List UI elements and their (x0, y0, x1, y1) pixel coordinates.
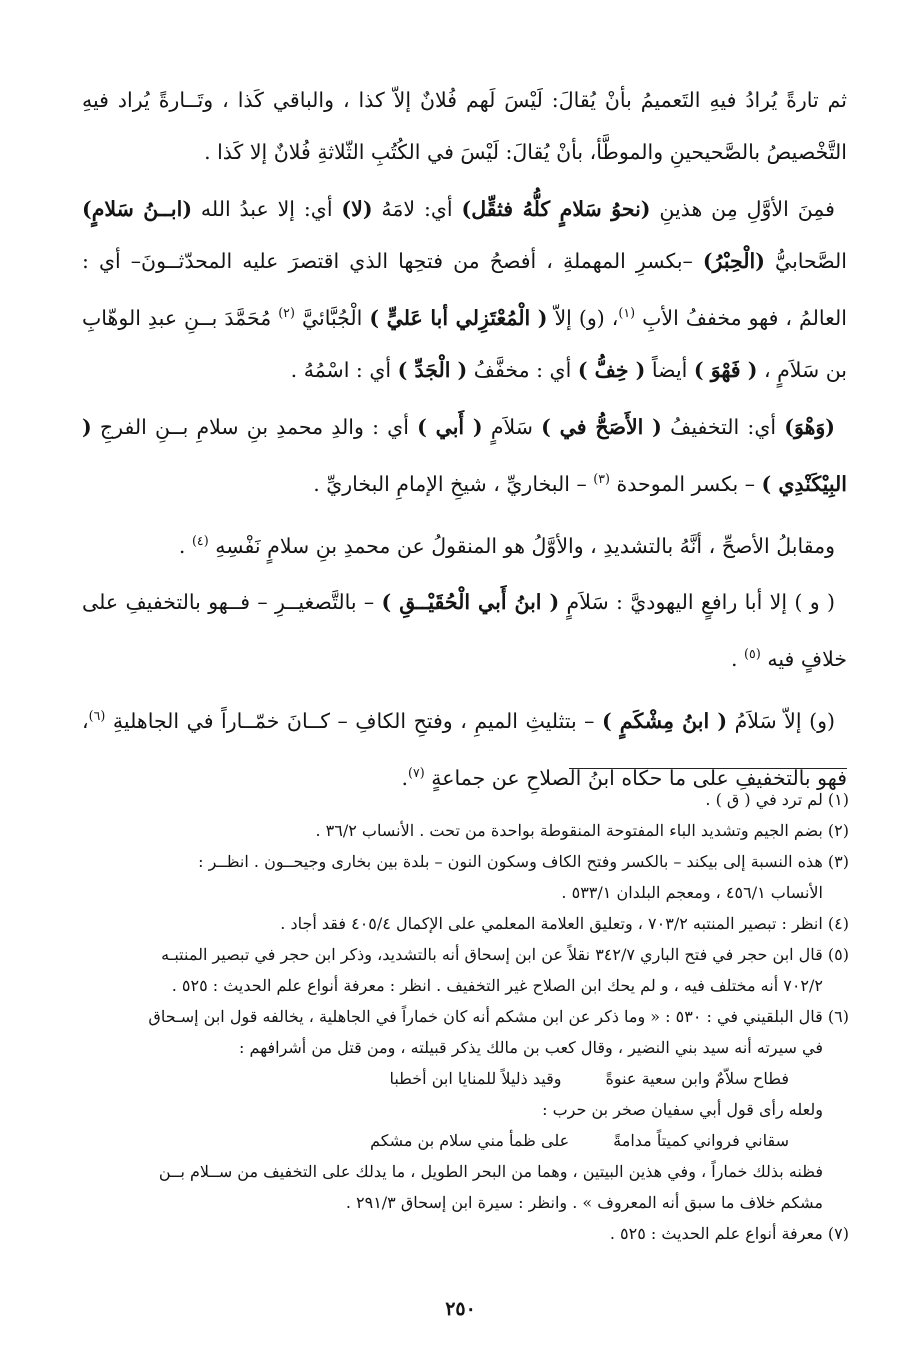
verse-term-8: ( الْجَدِّ ) (397, 357, 468, 382)
poem-verse-1 (70, 1063, 849, 1094)
verse-term-7: ( خِفُّ ) (577, 357, 646, 382)
footnote-7: (٧) معرفة أنواع علم الحديث : ٥٢٥ . (609, 1224, 849, 1243)
footnote-ref-2: (٢) (278, 305, 295, 320)
p2-text-i: –بكسرِ المهملةِ ، أفصحُ من فتحِها الذي اقتصرَ عليه المحدّثــونَ– أي : العالمُ ، فهو مخففُ الأبِ (82, 249, 847, 330)
verse-term-1: (نحوُ سَلامٍ كلُّهُ فثقِّل) (461, 197, 651, 221)
footnote-ref-3: (٣) (593, 470, 610, 486)
p2-text-e: أي: إلا عبدُ الله (200, 197, 333, 221)
verse-term-13: ( ابنُ أَبي الْحُقَيْــقِ ) (381, 590, 560, 615)
p6-text-a: (و) إلاّ سَلاَمُ (734, 709, 835, 734)
p6-text-d: ، فهو بالتخفيفِ على ما حكاه ابنُ الصلاحِ عن جماعةٍ (82, 709, 847, 790)
paragraph-2 (82, 183, 847, 396)
p4-end: . (178, 533, 186, 558)
main-text (82, 74, 847, 809)
footnote-5-continuation: ٧٠٢/٢ أنه مختلف فيه ، و لم يحك ابن الصلاح غير التخفيف . انظر : معرفة أنواع علم الحديث : ٥٢٥ . (171, 976, 823, 995)
footnote-6-line-4: فظنه بذلك خماراً ، وفي هذين البيتين ، وهما من البحر الطويل ، ما يدلك على التخفيف من ســلام بــن (158, 1162, 823, 1181)
verse-term-5: ( الْمُعْتَزِلي أبا عَليٍّ ) (369, 305, 548, 330)
p5-end: . (730, 647, 738, 672)
verse-2-first-hemistich: سقاني فرواني كميتاً مدامةً (613, 1131, 789, 1150)
verse-term-9: (وَهْوَ) (784, 414, 835, 439)
p2-text-j: ، (و) إلاّ (554, 305, 619, 330)
footnote-6-line-2: في سيرته أنه سيد بني النضير ، وقال كعب بن مالك يذكر قبيلته ، ومن قتل من أشرافهم : (238, 1038, 823, 1057)
p2-text-l: الْجُبَّائيَّ (301, 305, 363, 330)
footnote-6-line-3: ولعله رأى قول أبي سفيان صخر بن حرب : (542, 1100, 823, 1119)
p6-end: . (401, 765, 408, 790)
verse-term-4: (الْحِبْرُ) (702, 249, 765, 273)
verse-2-second-hemistich: على ظمأ مني سلام بن مشكم (370, 1131, 570, 1150)
verse-term-3: (ابــنُ سَلامٍ) (82, 197, 193, 221)
verse-term-11: ( أَبي ) (417, 414, 483, 439)
paragraph-1-text: ثم تارةً يُرادُ فيهِ التَعميمُ بأنْ يُقالَ: لَيْسَ لَهم فُلانٌ إلاّ كذا ، والباقي كَذا ، وتَــارةً يُراد فيهِ التَّخْصيصُ بالصَّحيحينِ والموطَّأ، بأنْ يُقالَ: لَيْسَ في الكُتُبِ الثّلاثةِ فُلانٌ إلا كَذا . (82, 88, 847, 164)
paragraph-4 (82, 515, 847, 572)
p5-text-a: ( و ) إلا أبا رافعٍ اليهوديَّ : سَلاَمٍ (566, 590, 835, 615)
footnotes (70, 784, 849, 1249)
verse-term-12: ( البِيْكَنْدِي ) (82, 414, 847, 496)
p6-text-c: – بتثليثِ الميمِ ، وفتحِ الكافِ – كــانَ خمّــاراً في الجاهليةِ (112, 709, 595, 734)
paragraph-1 (82, 74, 847, 178)
footnote-divider (569, 768, 847, 769)
footnote-1: (١) لم ترد في ( ق ) . (705, 790, 849, 809)
footnote-ref-1: (١) (618, 305, 636, 320)
paragraph-5 (82, 576, 847, 685)
p3-text-d: سَلاَمٍ (490, 414, 533, 439)
footnote-3: (٣) هذه النسبة إلى بيكند – بالكسر وفتح الكاف وسكون النون – بلدة بين بخارى وجيحــون . انظــر : (198, 852, 849, 871)
p2-text-r: أي : مخفَّفُ (473, 357, 572, 382)
p2-text-a: فمِنَ الأوَّلِ مِن هذينِ (659, 197, 835, 221)
p3-text-b: أي: التخفيفُ (670, 414, 777, 439)
p3-text-h: – بكسر الموحدة (616, 471, 755, 496)
footnote-ref-7: (٧) (408, 765, 425, 781)
footnote-ref-4: (٤) (191, 532, 209, 548)
p2-text-m: مُحَمَّدَ بــنِ عبدِ الوهّابِ بن سَلاَمٍ ، (82, 305, 847, 382)
footnote-ref-6: (٦) (88, 708, 106, 724)
footnote-6: (٦) قال البلقيني في : ٥٣٠ : « وما ذكر عن ابن مشكم أنه كان خماراً في الجاهلية ، يخالفه قول ابن إسـحاق (148, 1007, 849, 1026)
verse-term-2: (لا) (341, 197, 373, 221)
p2-text-t: أي : اسْمُهُ . (290, 357, 392, 382)
footnote-5: (٥) قال ابن حجر في فتح الباري ٣٤٢/٧ نقلاً عن ابن إسحاق أنه بالتشديد، وذكر ابن حجر في تبصير المنتبـه (161, 945, 849, 964)
page-number: ٢٥٠ (445, 1298, 476, 1320)
p4-text: ومقابلُ الأصحِّ ، أنَّهُ بالتشديدِ ، والأوَّلُ هو المنقولُ عن محمدِ بنِ سلامٍ نَفْسِهِ (215, 533, 835, 558)
p2-text-p: أيضاً (651, 357, 688, 382)
paragraph-3 (82, 401, 847, 510)
p3-text-i: – البخاريِّ ، شيخِ الإمامِ البخاريِّ . (313, 471, 587, 496)
verse-term-14: ( ابنُ مِشْكَمٍ ) (601, 709, 728, 734)
p5-text-c: – بالتَّصغيــرِ – فــهو بالتخفيفِ على خلافٍ فيه (82, 590, 847, 672)
verse-term-10: ( الأَصَحُّ في ) (541, 414, 662, 439)
p2-text-g: الصَّحابيُّ (774, 249, 847, 273)
p2-text-c: أي: لامَهُ (381, 197, 453, 221)
footnote-4: (٤) انظر : تبصير المنتبه ٧٠٣/٢ ، وتعليق العلامة المعلمي على الإكمال ٤٠٥/٤ فقد أجاد . (280, 914, 849, 933)
verse-term-6: ( فَهْوَ ) (693, 357, 758, 382)
p3-text-f: أي : والدِ محمدِ بنِ سلامِ بــنِ الفرجِ (99, 414, 409, 439)
footnote-6-line-5: مشكم خلاف ما سبق أنه المعروف » . وانظر : سيرة ابن إسحاق ٢٩١/٣ . (345, 1193, 823, 1212)
footnote-2: (٢) بضم الجيم وتشديد الباء المفتوحة المنقوطة بواحدة من تحت . الأنساب ٣٦/٢ . (315, 821, 849, 840)
verse-1-first-hemistich: فطاح سلاّمٌ وابن سعية عنوةً (605, 1069, 789, 1088)
footnote-3-continuation: الأنساب ٤٥٦/١ ، ومعجم البلدان ٥٣٣/١ . (561, 883, 823, 902)
poem-verse-2 (70, 1125, 849, 1156)
footnote-ref-5: (٥) (744, 646, 761, 662)
verse-1-second-hemistich: وقيد ذليلاً للمنايا ابن أخطبا (389, 1069, 562, 1088)
